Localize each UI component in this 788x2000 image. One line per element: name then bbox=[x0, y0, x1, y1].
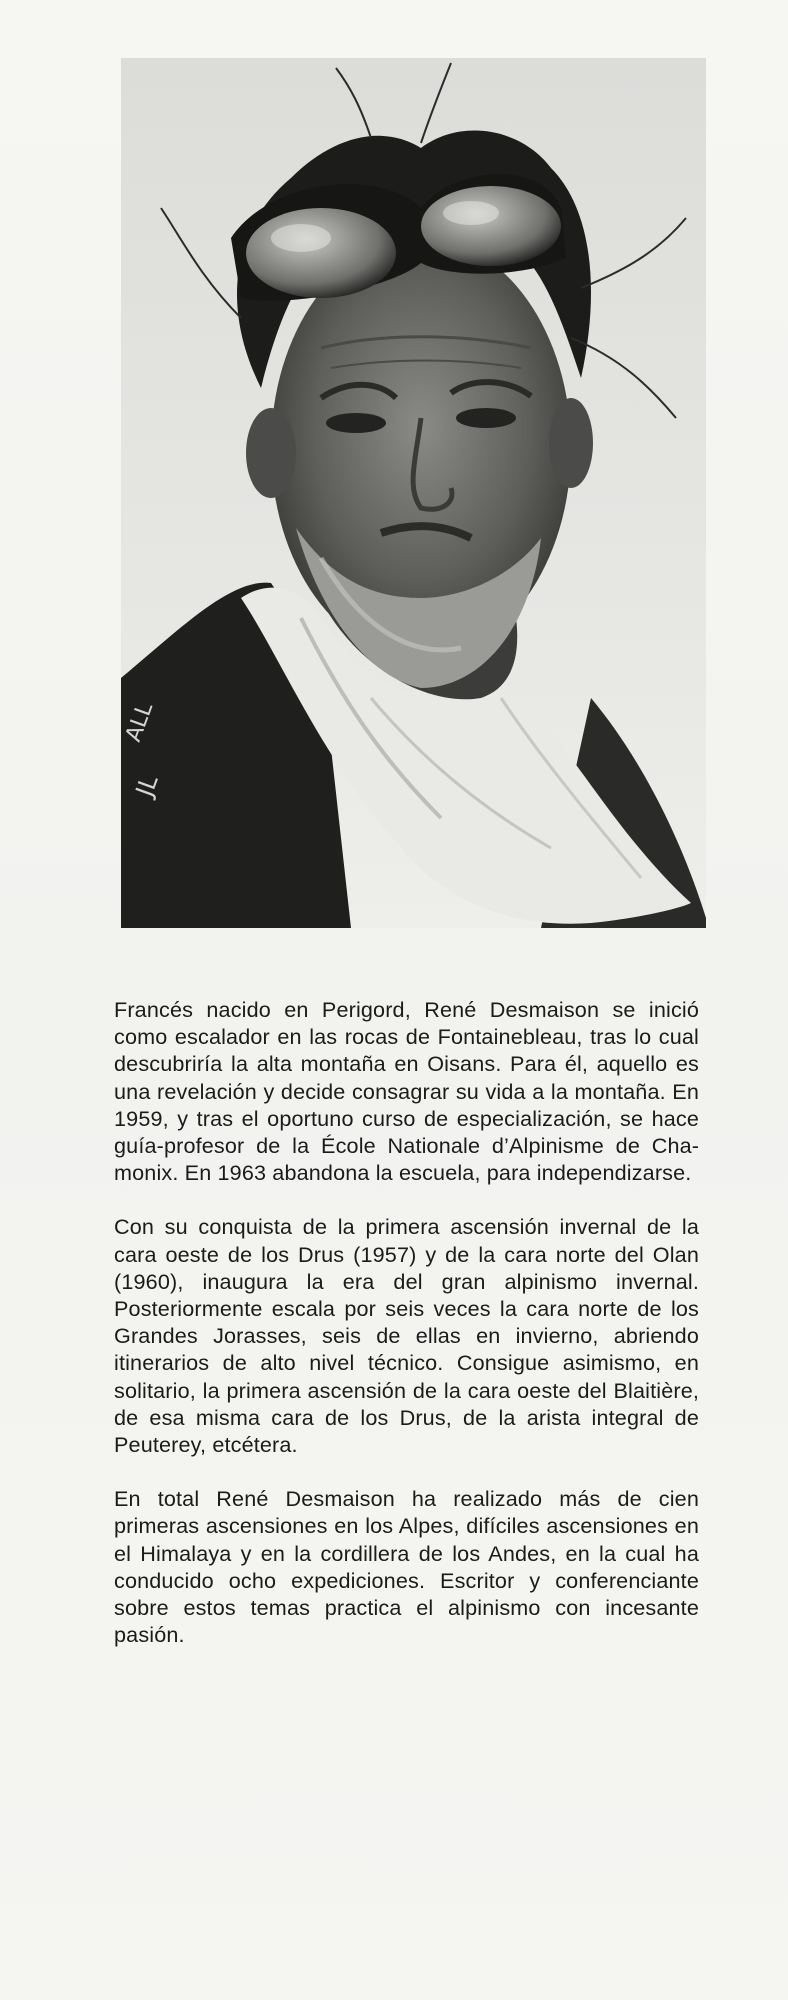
svg-text:ALL: ALL bbox=[121, 699, 159, 746]
bio-paragraph: En total René Desmaison ha realizado más de cien primeras ascensiones en los Alpes, difíciles ascensiones en el Himalaya y en la cordillera de los Andes, en la cual ha conducido ocho expediciones. Escritor y conferenciante sobre estos temas practica el alpinismo con incesante pasión. bbox=[114, 1486, 699, 1648]
bio-paragraph: Francés nacido en Perigord, René Desmaison se inició como escalador en las rocas de Fontainebleau, tras lo cual descubriría la alta montaña en Oisans. Para él, aquello es una revelación y decide consagrar su vida a la montaña. En 1959, y tras el oportuno curso de especialización, se hace guía-profesor de la École Nationale d’Alpinisme de Chamonix. En 1963 abandona la escuela, para independizarse. bbox=[114, 997, 699, 1186]
author-portrait-photo bbox=[121, 58, 706, 928]
svg-text:JL: JL bbox=[130, 771, 164, 801]
portrait-illustration bbox=[121, 58, 706, 928]
bio-paragraph: Con su conquista de la primera ascensión invernal de la cara oeste de los Drus (1957) y de la cara norte del Olan (1960), inaugura la era del gran alpinismo invernal. Posteriormente escala por seis veces la cara norte de los Grandes Jorasses, seis de ellas en invierno, abriendo itinerarios de alto nivel técnico. Consigue asimismo, en solitario, la primera ascensión de la cara oeste del Blaitière, de esa misma cara de los Drus, de la arista integral de Peuterey, etcétera. bbox=[114, 1214, 699, 1458]
author-biography bbox=[114, 996, 699, 1675]
